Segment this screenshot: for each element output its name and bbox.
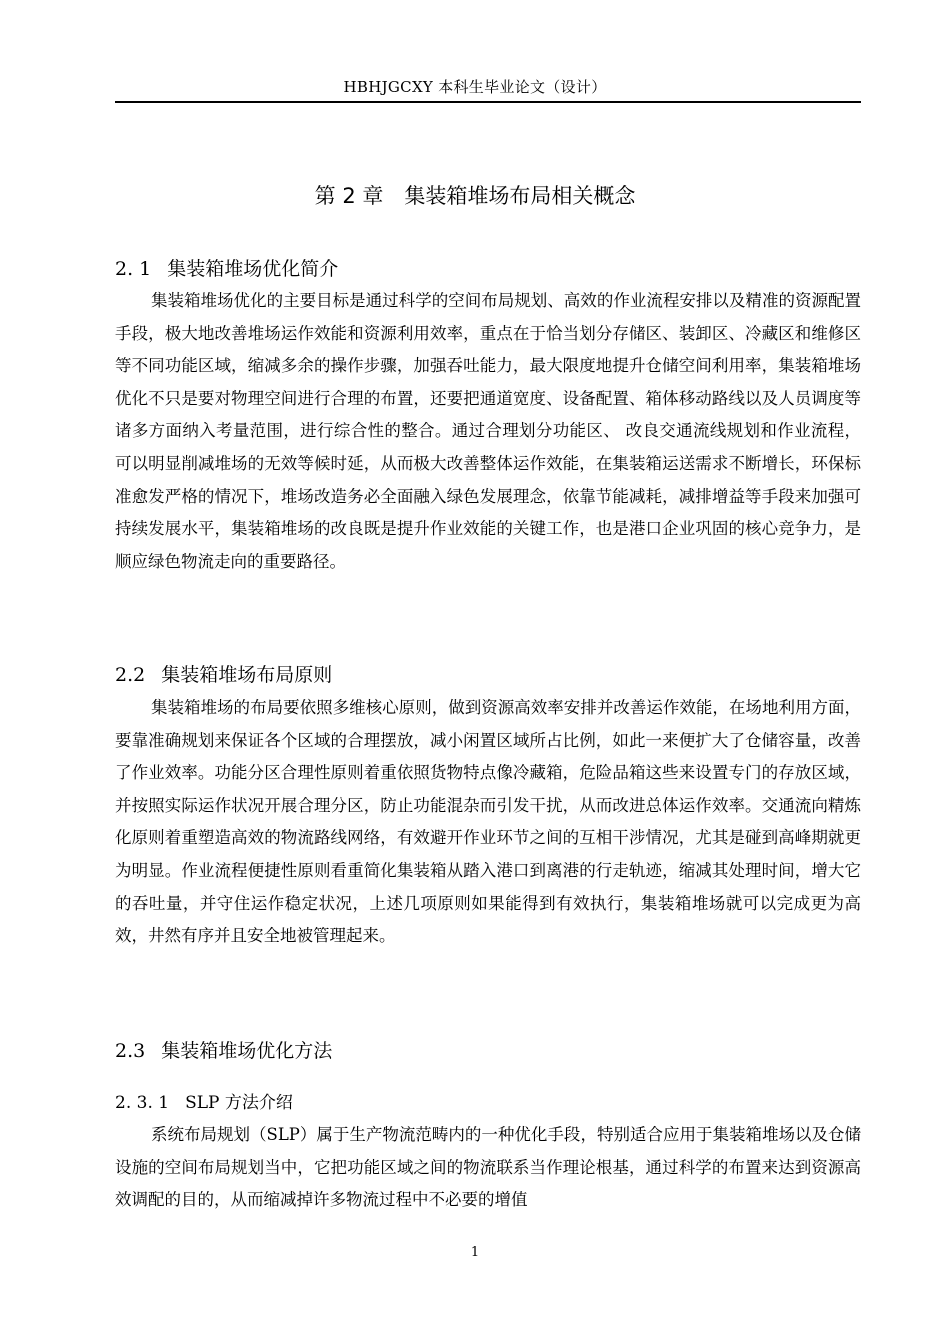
- running-header: HBHJGCXY 本科生毕业论文（设计）: [343, 78, 607, 96]
- subsection-paragraph-2-3-1: 系统布局规划（SLP）属于生产物流范畴内的一种优化手段，特别适合应用于集装箱堆场以及仓储设施的空间布局规划当中，它把功能区域之间的物流联系当作理论根基，通过科学的布置来达到资源高效调配的目的，从而缩减掉许多物流过程中不必要的增值: [115, 1125, 861, 1210]
- page-number: 1: [470, 1245, 480, 1260]
- section-heading-2-3: [115, 1036, 332, 1063]
- section-number: 2.2: [115, 664, 146, 686]
- section-heading-2-1: [115, 254, 338, 281]
- subsection-number: 2. 3. 1: [115, 1093, 170, 1113]
- section-paragraph-2-1: 集装箱堆场优化的主要目标是通过科学的空间布局规划、高效的作业流程安排以及精准的资源配置手段，极大地改善堆场运作效能和资源利用效率，重点在于恰当划分存储区、装卸区、冷藏区和维修区等不同功能区域，缩减多余的操作步骤，加强吞吐能力，最大限度地提升仓储空间利用率，集装箱堆场优化不只是要对物理空间进行合理的布置，还要把通道宽度、设备配置、箱体移动路线以及人员调度等诸多方面纳入考量范围，进行综合性的整合。通过合理划分功能区、 改良交通流线规划和作业流程，可以明显削减堆场的无效等候时延，从而极大改善整体运作效能，在集装箱运送需求不断增长，环保标准愈发严格的情况下，堆场改造务必全面融入绿色发展理念，依靠节能减耗，减排增益等手段来加强可持续发展水平，集装箱堆场的改良既是提升作业效能的关键工作，也是港口企业巩固的核心竞争力，是顺应绿色物流走向的重要路径。: [115, 291, 861, 571]
- section-title: 集装箱堆场布局原则: [161, 664, 333, 686]
- section-heading-2-2: [115, 660, 332, 687]
- chapter-title: 第 2 章 集装箱堆场布局相关概念: [314, 184, 636, 208]
- subsection-heading-2-3-1: [115, 1088, 293, 1113]
- header-divider: [115, 101, 861, 103]
- subsection-title: SLP 方法介绍: [185, 1093, 293, 1113]
- section-number: 2.3: [115, 1040, 146, 1062]
- section-paragraph-2-2: 集装箱堆场的布局要依照多维核心原则，做到资源高效率安排并改善运作效能，在场地利用方面，要靠准确规划来保证各个区域的合理摆放，减小闲置区域所占比例，如此一来便扩大了仓储容量，改善了作业效率。功能分区合理性原则着重依照货物特点像冷藏箱，危险品箱这些来设置专门的存放区域，并按照实际运作状况开展合理分区，防止功能混杂而引发干扰，从而改进总体运作效率。交通流向精炼化原则着重塑造高效的物流路线网络，有效避开作业环节之间的互相干涉情况，尤其是碰到高峰期就更为明显。作业流程便捷性原则看重简化集装箱从踏入港口到离港的行走轨迹，缩减其处理时间，增大它的吞吐量，并守住运作稳定状况，上述几项原则如果能得到有效执行，集装箱堆场就可以完成更为高效，井然有序并且安全地被管理起来。: [115, 698, 861, 946]
- section-title: 集装箱堆场优化方法: [161, 1040, 333, 1062]
- section-number: 2. 1: [115, 258, 152, 280]
- section-title: 集装箱堆场优化简介: [167, 258, 339, 280]
